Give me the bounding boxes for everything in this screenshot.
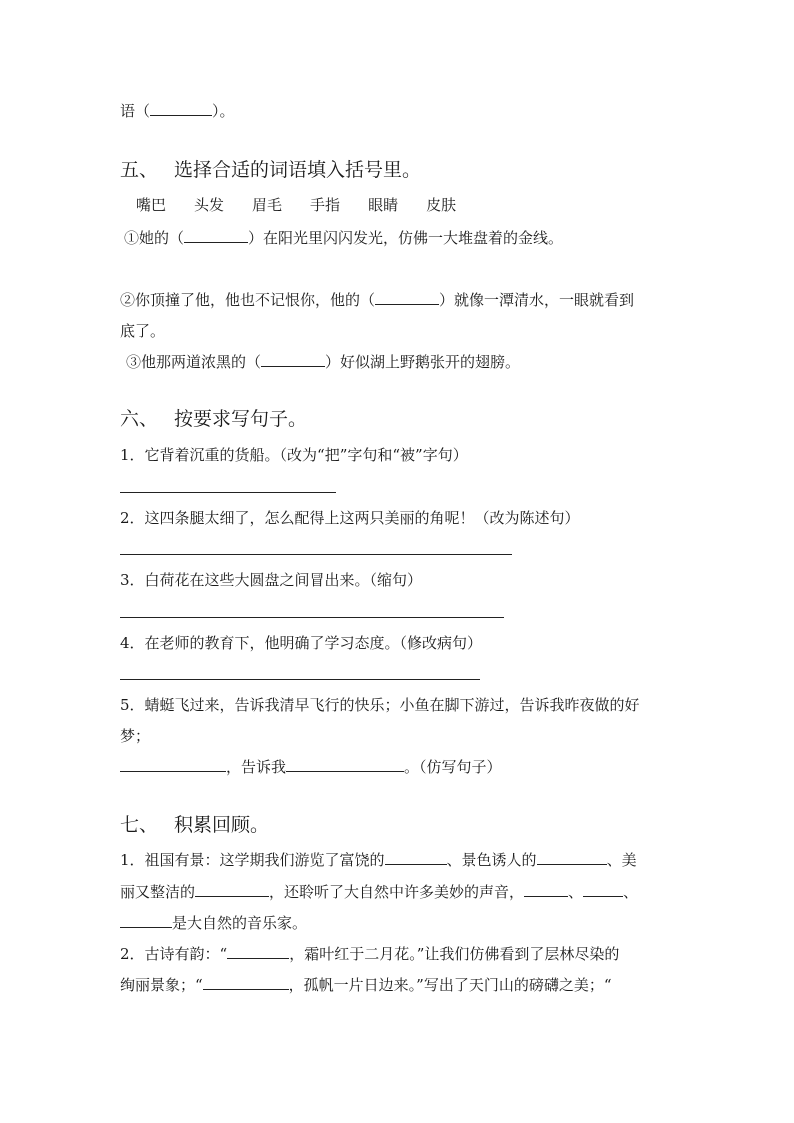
- sec7-blank-8[interactable]: [203, 975, 289, 990]
- continuation-prefix: 语（: [120, 102, 151, 120]
- sec5-q3-blank[interactable]: [261, 352, 325, 367]
- sec5-q3-post: ）好似湖上野鹅张开的翅膀。: [325, 353, 521, 371]
- sec6-question-1: 1．它背着沉重的货船。（改为“把”字句和“被”字句）: [120, 446, 468, 464]
- word-bank-item: 眉毛: [252, 196, 283, 214]
- sec7-l4a: 2．古诗有韵：“: [120, 945, 228, 963]
- word-bank-item: 手指: [310, 196, 341, 214]
- sec7-blank-1[interactable]: [385, 850, 447, 865]
- sec5-q2-pre: ②你顶撞了他，他也不记恨你，他的（: [120, 291, 376, 309]
- sec7-question-1-line-2: [120, 882, 638, 902]
- section-7-number: 七、: [120, 814, 159, 836]
- sec5-q3-pre: ③他那两道浓黑的（: [126, 353, 262, 371]
- sec6-question-5-imitate: [120, 757, 502, 777]
- sec6-answer-line-1[interactable]: [120, 492, 336, 493]
- sec6-answer-line-2[interactable]: [120, 554, 512, 555]
- sec7-l1c: 、美: [606, 851, 637, 869]
- sec7-l2b: ，还聆听了大自然中许多美妙的声音，: [269, 883, 525, 901]
- sec7-l4b: ，霜叶红于二月花。”让我们仿佛看到了层林尽染的: [289, 945, 620, 963]
- sec5-question-2-cont: 底了。: [120, 322, 166, 340]
- section-6-number: 六、: [120, 408, 159, 430]
- section-5-heading: [120, 158, 421, 182]
- sec6-question-2: 2．这四条腿太细了，怎么配得上这两只美丽的角呢！（改为陈述句）: [120, 509, 580, 527]
- sec7-question-1-line-1: [120, 850, 637, 870]
- continuation-line: [120, 101, 235, 121]
- sec6-q5-mid: ，告诉我: [226, 758, 287, 776]
- sec5-q2-post: ）就像一潭清水，一眼就看到: [439, 291, 635, 309]
- sec7-l5b: ，孤帆一片日边来。”写出了天门山的磅礴之美；“: [288, 976, 612, 994]
- section-6-title: 按要求写句子。: [174, 408, 308, 430]
- section-6-heading: [120, 407, 307, 431]
- sec6-q5-blank-2[interactable]: [286, 757, 404, 772]
- sec5-q1-pre: ①她的（: [124, 229, 185, 247]
- sec7-l3: 是大自然的音乐家。: [172, 914, 308, 932]
- sec6-question-5-cont: 梦；: [120, 727, 151, 745]
- word-bank-item: 皮肤: [426, 196, 457, 214]
- sec7-l1a: 1．祖国有景：这学期我们游览了富饶的: [120, 851, 385, 869]
- sec6-question-5: 5．蜻蜓飞过来，告诉我清早飞行的快乐；小鱼在脚下游过，告诉我昨夜做的好: [120, 696, 640, 714]
- sec5-question-3: [126, 352, 520, 372]
- word-bank-item: 嘴巴: [136, 196, 167, 214]
- sec7-l2a: 丽又整洁的: [120, 883, 196, 901]
- sec7-blank-2[interactable]: [537, 850, 607, 865]
- sec7-question-2-line-1: [120, 944, 619, 964]
- sec7-l5a: 绚丽景象；“: [120, 976, 203, 994]
- sec6-answer-line-4[interactable]: [120, 679, 480, 680]
- sec7-l2c: 、: [568, 883, 584, 901]
- sec5-q2-blank[interactable]: [375, 290, 439, 305]
- sec7-blank-7[interactable]: [227, 944, 289, 959]
- continuation-blank[interactable]: [150, 101, 212, 116]
- sec5-question-1: [124, 228, 563, 248]
- section-7-heading: [120, 813, 269, 837]
- sec7-question-1-line-3: [120, 913, 307, 933]
- sec5-q1-post: ）在阳光里闪闪发光，仿佛一大堆盘着的金线。: [248, 229, 564, 247]
- section-5-title: 选择合适的词语填入括号里。: [174, 159, 422, 181]
- word-bank-item: 头发: [194, 196, 225, 214]
- sec7-blank-3[interactable]: [195, 882, 269, 897]
- sec5-q1-blank[interactable]: [184, 228, 248, 243]
- sec6-q5-blank-1[interactable]: [120, 757, 226, 772]
- continuation-suffix: ）。: [212, 102, 235, 120]
- sec6-q5-end: 。（仿写句子）: [404, 758, 502, 776]
- sec5-question-2: [120, 290, 634, 310]
- word-bank: [136, 195, 484, 215]
- sec7-l2d: 、: [623, 883, 639, 901]
- sec6-answer-line-3[interactable]: [120, 617, 504, 618]
- sec7-blank-6[interactable]: [120, 913, 172, 928]
- sec7-l1b: 、景色诱人的: [446, 851, 537, 869]
- sec6-question-3: 3．白荷花在这些大圆盘之间冒出来。（缩句）: [120, 571, 423, 589]
- sec7-blank-4[interactable]: [524, 882, 568, 897]
- word-bank-item: 眼睛: [368, 196, 399, 214]
- sec7-blank-5[interactable]: [583, 882, 623, 897]
- sec7-question-2-line-2: [120, 975, 612, 995]
- sec6-question-4: 4．在老师的教育下，他明确了学习态度。（修改病句）: [120, 634, 483, 652]
- section-7-title: 积累回顾。: [174, 814, 270, 836]
- section-5-number: 五、: [120, 159, 159, 181]
